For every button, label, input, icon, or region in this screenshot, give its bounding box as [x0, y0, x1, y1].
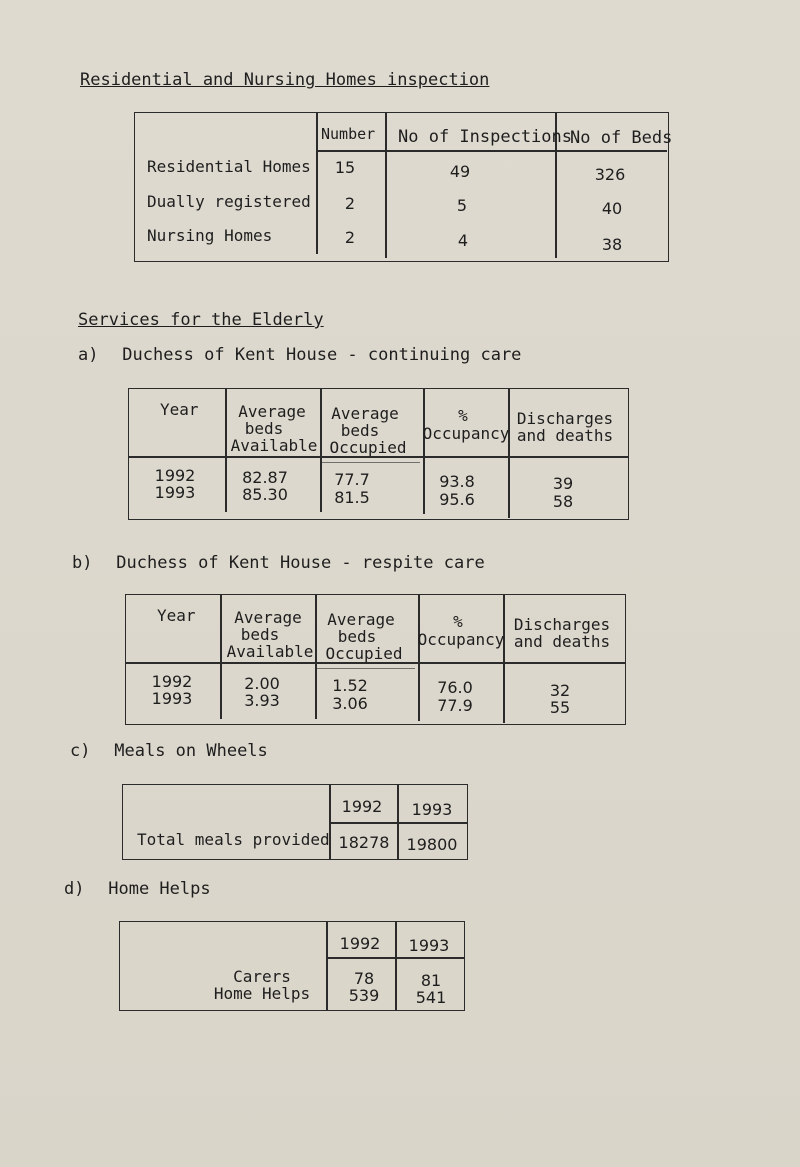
row-avail: 2.00: [244, 674, 280, 693]
header-occupancy-2: Occupancy: [417, 630, 505, 649]
section-d-heading: [64, 879, 211, 899]
row-avail: 3.93: [244, 691, 280, 710]
section-letter: c): [70, 741, 91, 761]
header-occupied-3: Occupied: [329, 438, 407, 457]
section-letter: b): [72, 553, 93, 573]
header-avail-3: Available: [226, 642, 314, 661]
header-number: Number: [321, 125, 376, 143]
header-occupied-3: Occupied: [325, 644, 403, 663]
row-number: 2: [344, 194, 356, 213]
section-title: Home Helps: [108, 879, 211, 899]
header-occupancy-2: Occupancy: [422, 424, 510, 443]
section-title: Duchess of Kent House - continuing care: [122, 345, 522, 365]
header-discharges-1: Discharges: [513, 615, 611, 634]
row-label: Total meals provided: [137, 830, 330, 849]
section-letter: a): [78, 345, 99, 365]
header-avail-1: Average: [238, 402, 306, 421]
header-occupied-1: Average: [327, 610, 395, 629]
row-discharges: 39: [552, 474, 574, 493]
row-1993: 81: [420, 971, 442, 990]
row-inspections: 5: [456, 196, 468, 215]
header-occupancy-1: %: [458, 406, 468, 425]
row-number: 2: [344, 228, 356, 247]
row-avail: 85.30: [242, 485, 288, 504]
row-occupied: 77.7: [334, 470, 370, 489]
header-year: Year: [160, 400, 199, 419]
section-a-heading: [78, 345, 521, 365]
header-year: Year: [157, 606, 196, 625]
section-letter: d): [64, 879, 85, 899]
row-inspections: 49: [449, 162, 471, 181]
row-occupancy: 95.6: [439, 490, 475, 509]
row-year: 1992: [154, 466, 196, 485]
row-label: Nursing Homes: [147, 226, 273, 245]
header-occupancy-1: %: [453, 612, 463, 631]
row-beds: 38: [601, 235, 623, 254]
row-occupancy: 76.0: [437, 678, 473, 697]
row-label: Residential Homes: [147, 157, 311, 176]
row-discharges: 58: [552, 492, 574, 511]
row-occupancy: 77.9: [437, 696, 473, 715]
header-avail-3: Available: [230, 436, 318, 455]
header-occupied-2: beds: [340, 421, 380, 440]
row-discharges: 55: [549, 698, 571, 717]
row-year: 1993: [154, 483, 196, 502]
services-title: Services for the Elderly: [78, 310, 324, 330]
header-avail-2: beds: [244, 419, 284, 438]
header-avail-1: Average: [234, 608, 302, 627]
row-label: Home Helps: [213, 984, 311, 1003]
row-occupancy: 93.8: [439, 472, 475, 491]
header-beds: No of Beds: [570, 128, 673, 148]
row-1993: 19800: [406, 835, 458, 854]
section-c-heading: [70, 741, 268, 761]
page-title: Residential and Nursing Homes inspection: [80, 70, 490, 90]
header-1993: 1993: [408, 936, 450, 955]
row-label: Dually registered: [147, 192, 311, 211]
header-discharges-1: Discharges: [516, 409, 614, 428]
row-number: 15: [334, 158, 356, 177]
header-1992: 1992: [341, 797, 383, 816]
row-inspections: 4: [457, 231, 469, 250]
section-b-heading: [72, 553, 485, 573]
row-year: 1993: [151, 689, 193, 708]
header-inspections: No of Inspections: [398, 127, 572, 147]
row-avail: 82.87: [242, 468, 288, 487]
row-label: Carers: [233, 967, 291, 986]
row-discharges: 32: [549, 681, 571, 700]
row-beds: 326: [594, 165, 626, 184]
row-1992: 539: [348, 986, 380, 1005]
header-discharges-2: and deaths: [516, 426, 614, 445]
row-1993: 541: [415, 988, 447, 1007]
section-title: Duchess of Kent House - respite care: [116, 553, 485, 573]
header-occupied-2: beds: [337, 627, 377, 646]
row-occupied: 3.06: [332, 694, 368, 713]
header-discharges-2: and deaths: [513, 632, 611, 651]
header-occupied-1: Average: [331, 404, 399, 423]
section-title: Meals on Wheels: [114, 741, 268, 761]
row-year: 1992: [151, 672, 193, 691]
row-1992: 18278: [338, 833, 390, 852]
row-1992: 78: [353, 969, 375, 988]
header-1992: 1992: [339, 934, 381, 953]
row-occupied: 1.52: [332, 676, 368, 695]
row-occupied: 81.5: [334, 488, 370, 507]
header-avail-2: beds: [240, 625, 280, 644]
row-beds: 40: [601, 199, 623, 218]
header-1993: 1993: [411, 800, 453, 819]
